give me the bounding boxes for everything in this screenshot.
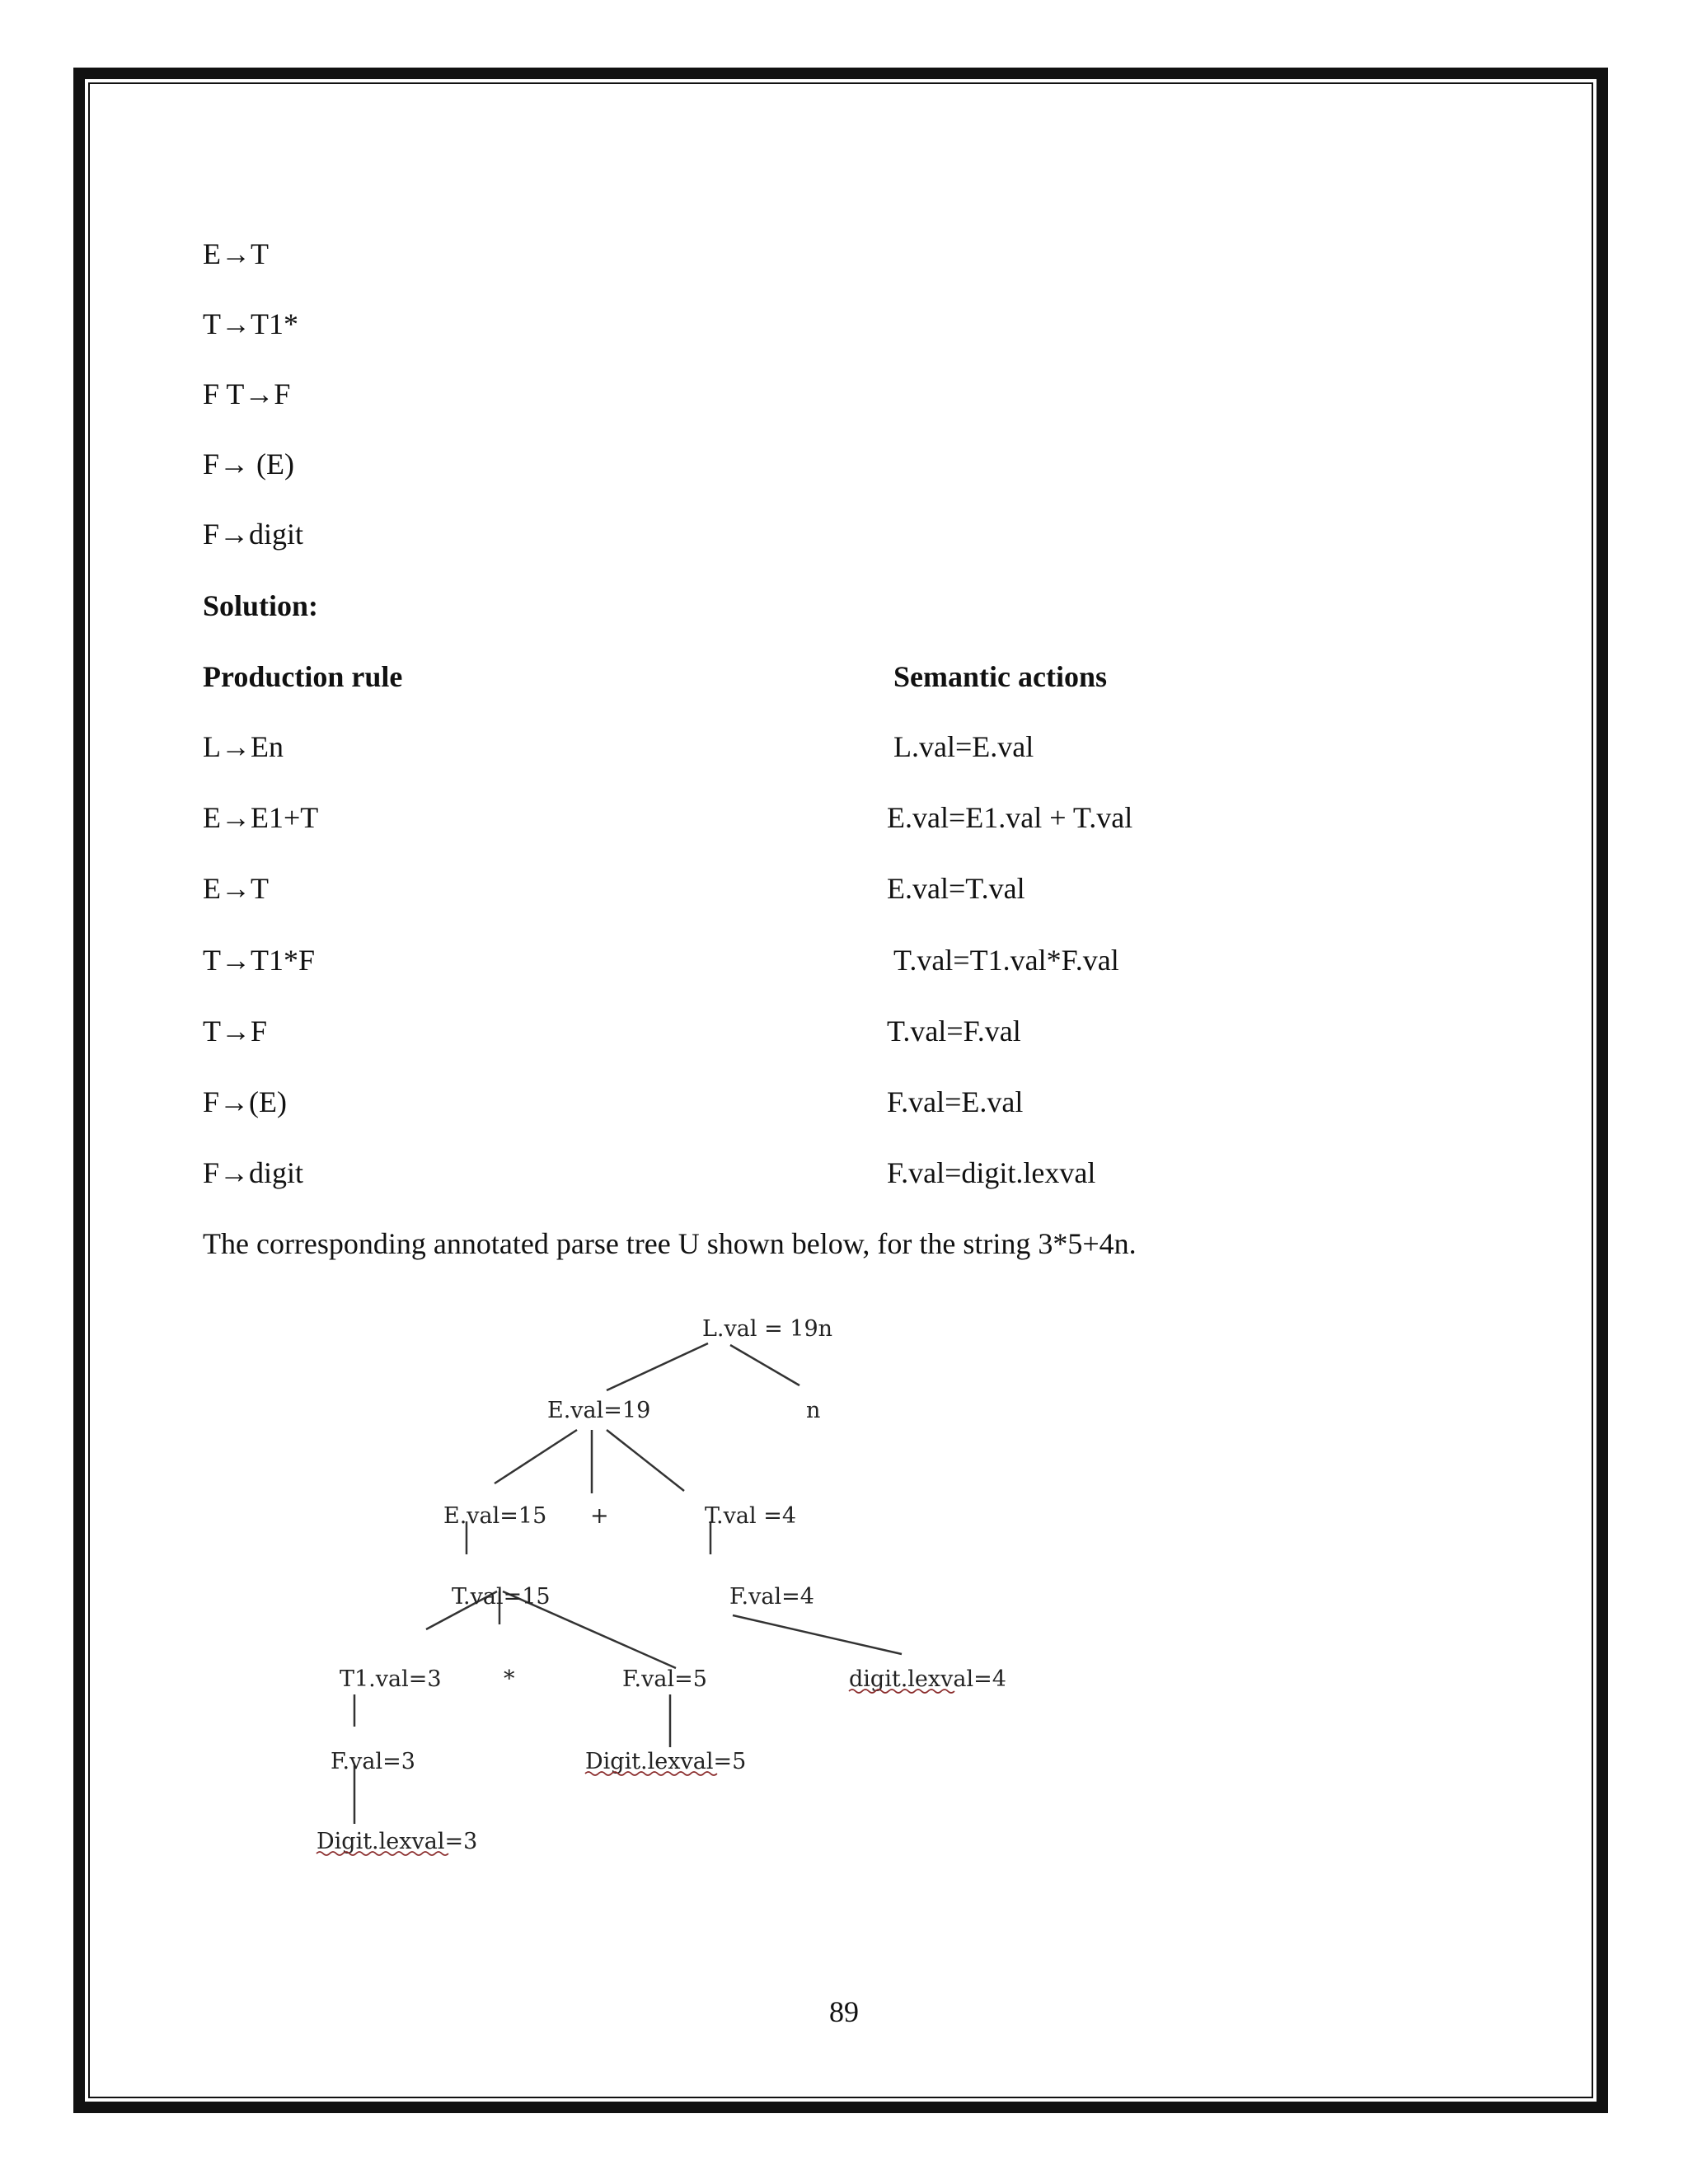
node-star: * [504, 1666, 515, 1692]
node-digit4: digit.lexval=4 [849, 1666, 1006, 1692]
action-row-4: T.val=T1.val*F.val [893, 944, 1119, 977]
rule-row-5: T→F [203, 1015, 268, 1047]
node-f4: F.val=4 [729, 1584, 814, 1610]
grammar-line-2: T→T1* [203, 307, 298, 340]
caption: The corresponding annotated parse tree U shown below, for the string 3*5+4n. [203, 1227, 1137, 1260]
header-production-rule: Production rule [203, 660, 403, 693]
node-t4: T.val =4 [705, 1503, 796, 1529]
action-row-6: F.val=E.val [887, 1085, 1024, 1118]
edge-root-e19 [607, 1343, 708, 1390]
edge-root-n [730, 1345, 799, 1385]
grammar-line-5: F→digit [203, 518, 304, 551]
node-f3: F.val=3 [331, 1749, 415, 1774]
page-number: 89 [829, 1995, 859, 2028]
node-t15: T.val=15 [452, 1584, 551, 1610]
parse-tree-diagram [297, 1302, 1055, 1879]
rule-row-7: F→digit [203, 1156, 304, 1189]
node-f5: F.val=5 [622, 1666, 707, 1692]
grammar-line-4: F→ (E) [203, 448, 294, 480]
action-row-3: E.val=T.val [887, 872, 1025, 905]
header-semantic-actions: Semantic actions [893, 660, 1107, 693]
rule-row-4: T→T1*F [203, 944, 316, 977]
node-e19: E.val=19 [547, 1398, 651, 1423]
edge-e19-e15 [495, 1430, 577, 1483]
action-row-1: L.val=E.val [893, 730, 1034, 763]
edge-e19-t4 [607, 1430, 684, 1491]
node-digit3: Digit.lexval=3 [316, 1829, 478, 1854]
solution-heading: Solution: [203, 589, 319, 622]
rule-row-2: E→E1+T [203, 801, 319, 834]
rule-row-6: F→(E) [203, 1085, 287, 1118]
edge-f4-digit4 [733, 1615, 902, 1654]
node-n: n [806, 1398, 821, 1423]
grammar-line-3: F T→F [203, 377, 291, 410]
rule-row-3: E→T [203, 872, 269, 905]
action-row-2: E.val=E1.val + T.val [887, 801, 1133, 834]
rule-row-1: L→En [203, 730, 284, 763]
node-plus: + [590, 1503, 609, 1529]
node-root: L.val = 19n [702, 1316, 833, 1342]
action-row-5: T.val=F.val [887, 1015, 1021, 1047]
node-e15: E.val=15 [443, 1503, 547, 1529]
action-row-7: F.val=digit.lexval [887, 1156, 1096, 1189]
node-digit5: Digit.lexval=5 [585, 1749, 747, 1774]
grammar-line-1: E→T [203, 237, 269, 270]
node-t1-val-3: T1.val=3 [340, 1666, 442, 1692]
